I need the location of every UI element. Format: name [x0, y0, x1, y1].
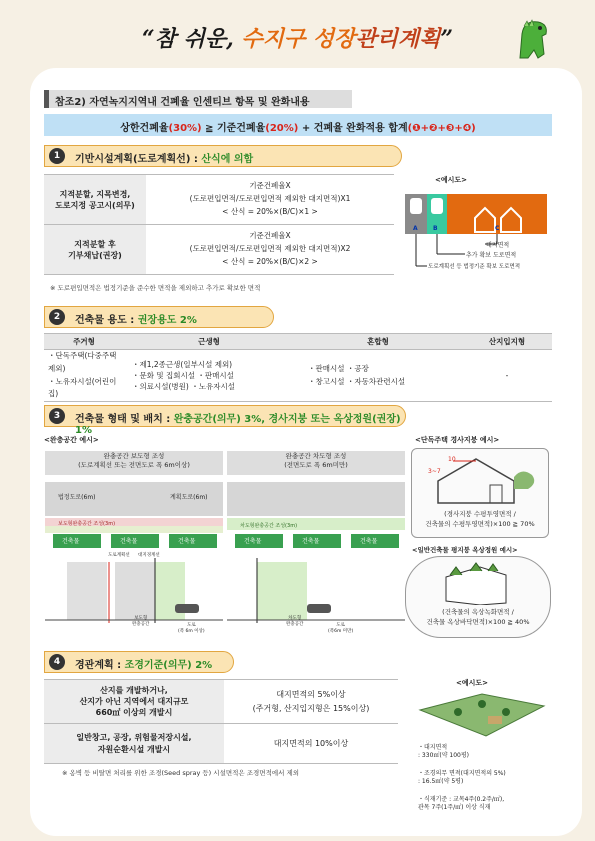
label-b: B — [433, 225, 438, 232]
label-a: A — [413, 225, 418, 232]
landscape-bullet: ・조경의무 면적(대지면적의 5%) : 16.5㎡(약 5평) — [418, 770, 506, 785]
building-label: 건축물 — [360, 538, 378, 545]
section-1-note: ※ 도로편입면적은 법정기준을 준수한 면적을 제외하고 추가로 확보한 면적 — [50, 284, 261, 292]
building-label: 건축물 — [302, 538, 320, 545]
lot-line-label: 대지경계선 — [138, 553, 160, 558]
landscape-bullet: ・식재기준 : 교목4주(0.2주/㎡), 관목 7주(1주/㎡) 이상 식재 — [418, 796, 505, 811]
legend-site-area: 대지면적 — [486, 242, 510, 249]
planned-road-label: 계획도로(6m) — [170, 494, 208, 501]
roadway-buffer-label: 차도형완충공간 조성(3m) — [240, 523, 298, 529]
section-1-title: 1 기반시설계획(도로계획선) : 산식에 의함 — [44, 145, 402, 167]
building-label: 건축물 — [120, 538, 138, 545]
buffer-left-title: 완충공간 보도형 조성 (도로계획선 또는 전면도로 폭 6m이상) — [45, 451, 223, 475]
legal-road-label: 법정도로(6m) — [58, 494, 96, 501]
number-2-icon: 2 — [49, 309, 65, 325]
landscape-example-label: <예시도> — [456, 679, 489, 687]
row-formula: 기준건폐율X (도로편입면적/도로편입면적 제외한 대지면적)X1 < 산식 = 20%×(B/C)×1 > — [146, 175, 394, 225]
slope-roof-label: <단독주택 경사지붕 예시> — [415, 436, 500, 444]
row-label: 지적분할, 지목변경, 도로지정 공고시(의무) — [44, 175, 146, 225]
buffer-right-title: 완충공간 차도형 조성 (전면도로 폭 6m미만) — [227, 451, 405, 475]
landscape-bullet: ・대지면적 : 330㎡(약 100평) — [418, 744, 470, 759]
sidewalk-buffer-label: 보도형완충공간 조성(3m) — [58, 521, 116, 527]
legend-extra-road: 추가 확보 도로면적 — [466, 252, 517, 259]
rooftop-garden-formula: (건축물의 옥상녹화면적 / 건축물 옥상바닥면적)×100 ≧ 40% — [426, 608, 530, 626]
buffer-diagram — [45, 478, 405, 638]
slope-run-label: 10 — [448, 456, 456, 463]
house-icon — [418, 455, 542, 505]
landscape-diagram — [418, 690, 546, 740]
reference-header: 참조2) 자연녹지지역내 건폐율 인센티브 항목 및 완화내용 — [44, 90, 352, 108]
section-2-title: 2 건축물 용도 : 권장용도 2% — [44, 306, 274, 328]
number-1-icon: 1 — [49, 148, 65, 164]
slope-roof-formula: (경사지붕 수평투영면적 / 건축물의 수평투영면적)×100 ≧ 70% — [425, 510, 535, 528]
narrow-road-caption: 도로 (폭6m 미만) — [328, 623, 354, 634]
header-mountain: 산지입지형 — [462, 334, 552, 350]
page-title: “참 쉬운, 수지구 성장관리계획” — [142, 26, 453, 52]
slope-rise-label: 3~7 — [428, 468, 441, 475]
wide-road-caption: 도로 (폭 6m 이상) — [178, 623, 205, 634]
formula-bar: 상한건폐율(30%) ≧ 기준건폐율(20%) + 건폐율 완화적용 합계(❶+❷+❸+❹) — [44, 114, 552, 136]
section-1-table — [44, 174, 394, 275]
label-c: C — [495, 225, 500, 232]
roadway-buffer-caption: 차도형 완충공간 — [286, 616, 304, 627]
number-3-icon: 3 — [49, 408, 65, 424]
example-label: <예시도> — [435, 176, 468, 184]
section-3-title: 3 건축물 형태 및 배치 : 완충공간(의무) 3%, 경사지붕 또는 옥상정원(권장) 1% — [44, 405, 406, 427]
section-4-table: 산지를 개발하거나, 산지가 아닌 지역에서 대지규모 660㎡ 이상의 개발시 대지면적의 5%이상 (주거형, 산지입지형은 15%이상) 일반창고, 공장, 위험물저장시설, 자원순환시설 개발시 대지면적의 10%이상 — [44, 679, 398, 764]
header-mixed: 혼합형 — [294, 334, 462, 350]
number-4-icon: 4 — [49, 654, 65, 670]
building-label: 건축물 — [178, 538, 196, 545]
rooftop-building-icon — [440, 561, 512, 605]
building-label: 건축물 — [244, 538, 262, 545]
section-4-title: 4 경관계획 : 조경기준(의무) 2% — [44, 651, 234, 673]
sidewalk-buffer-caption: 보도형 완충공간 — [132, 616, 150, 627]
section-2-table: 주거형 근생형 혼합형 산지입지형 ・단독주택(다중주택 제외) ・노유자시설(어린이집) ・제1,2종근생(일부시설 제외) ・문화 및 집회시설 ・판매시설 ・의료시설(병원) ・노유자시설 ・판매시설 ・공장 ・창고시설 ・자동차관련시설 - — [44, 333, 552, 402]
buffer-example-label: <완충공간 예시> — [44, 436, 99, 444]
row-label: 지적분할 후 기부채납(권장) — [44, 225, 146, 275]
rooftop-garden-label: <일반건축물 평지붕 옥상정원 예시> — [412, 546, 518, 554]
dinosaur-mascot-icon — [512, 14, 552, 66]
building-label: 건축물 — [62, 538, 80, 545]
header-neighborhood: 근생형 — [124, 334, 294, 350]
road-line-label: 도로계획선 — [108, 553, 130, 558]
row-formula: 기준건폐율X (도로편입면적/도로편입면적 제외한 대지면적)X2 < 산식 = 20%×(B/C)×2 > — [146, 225, 394, 275]
header-residential: 주거형 — [44, 334, 124, 350]
section-4-note: ※ 옹벽 등 비탈면 처리를 위한 조경(Seed spray 등) 시설면적은 조경면적에서 제외 — [62, 769, 300, 777]
legend-legal-road: 도로계획선 등 법정기준 확보 도로면적 — [428, 264, 521, 270]
